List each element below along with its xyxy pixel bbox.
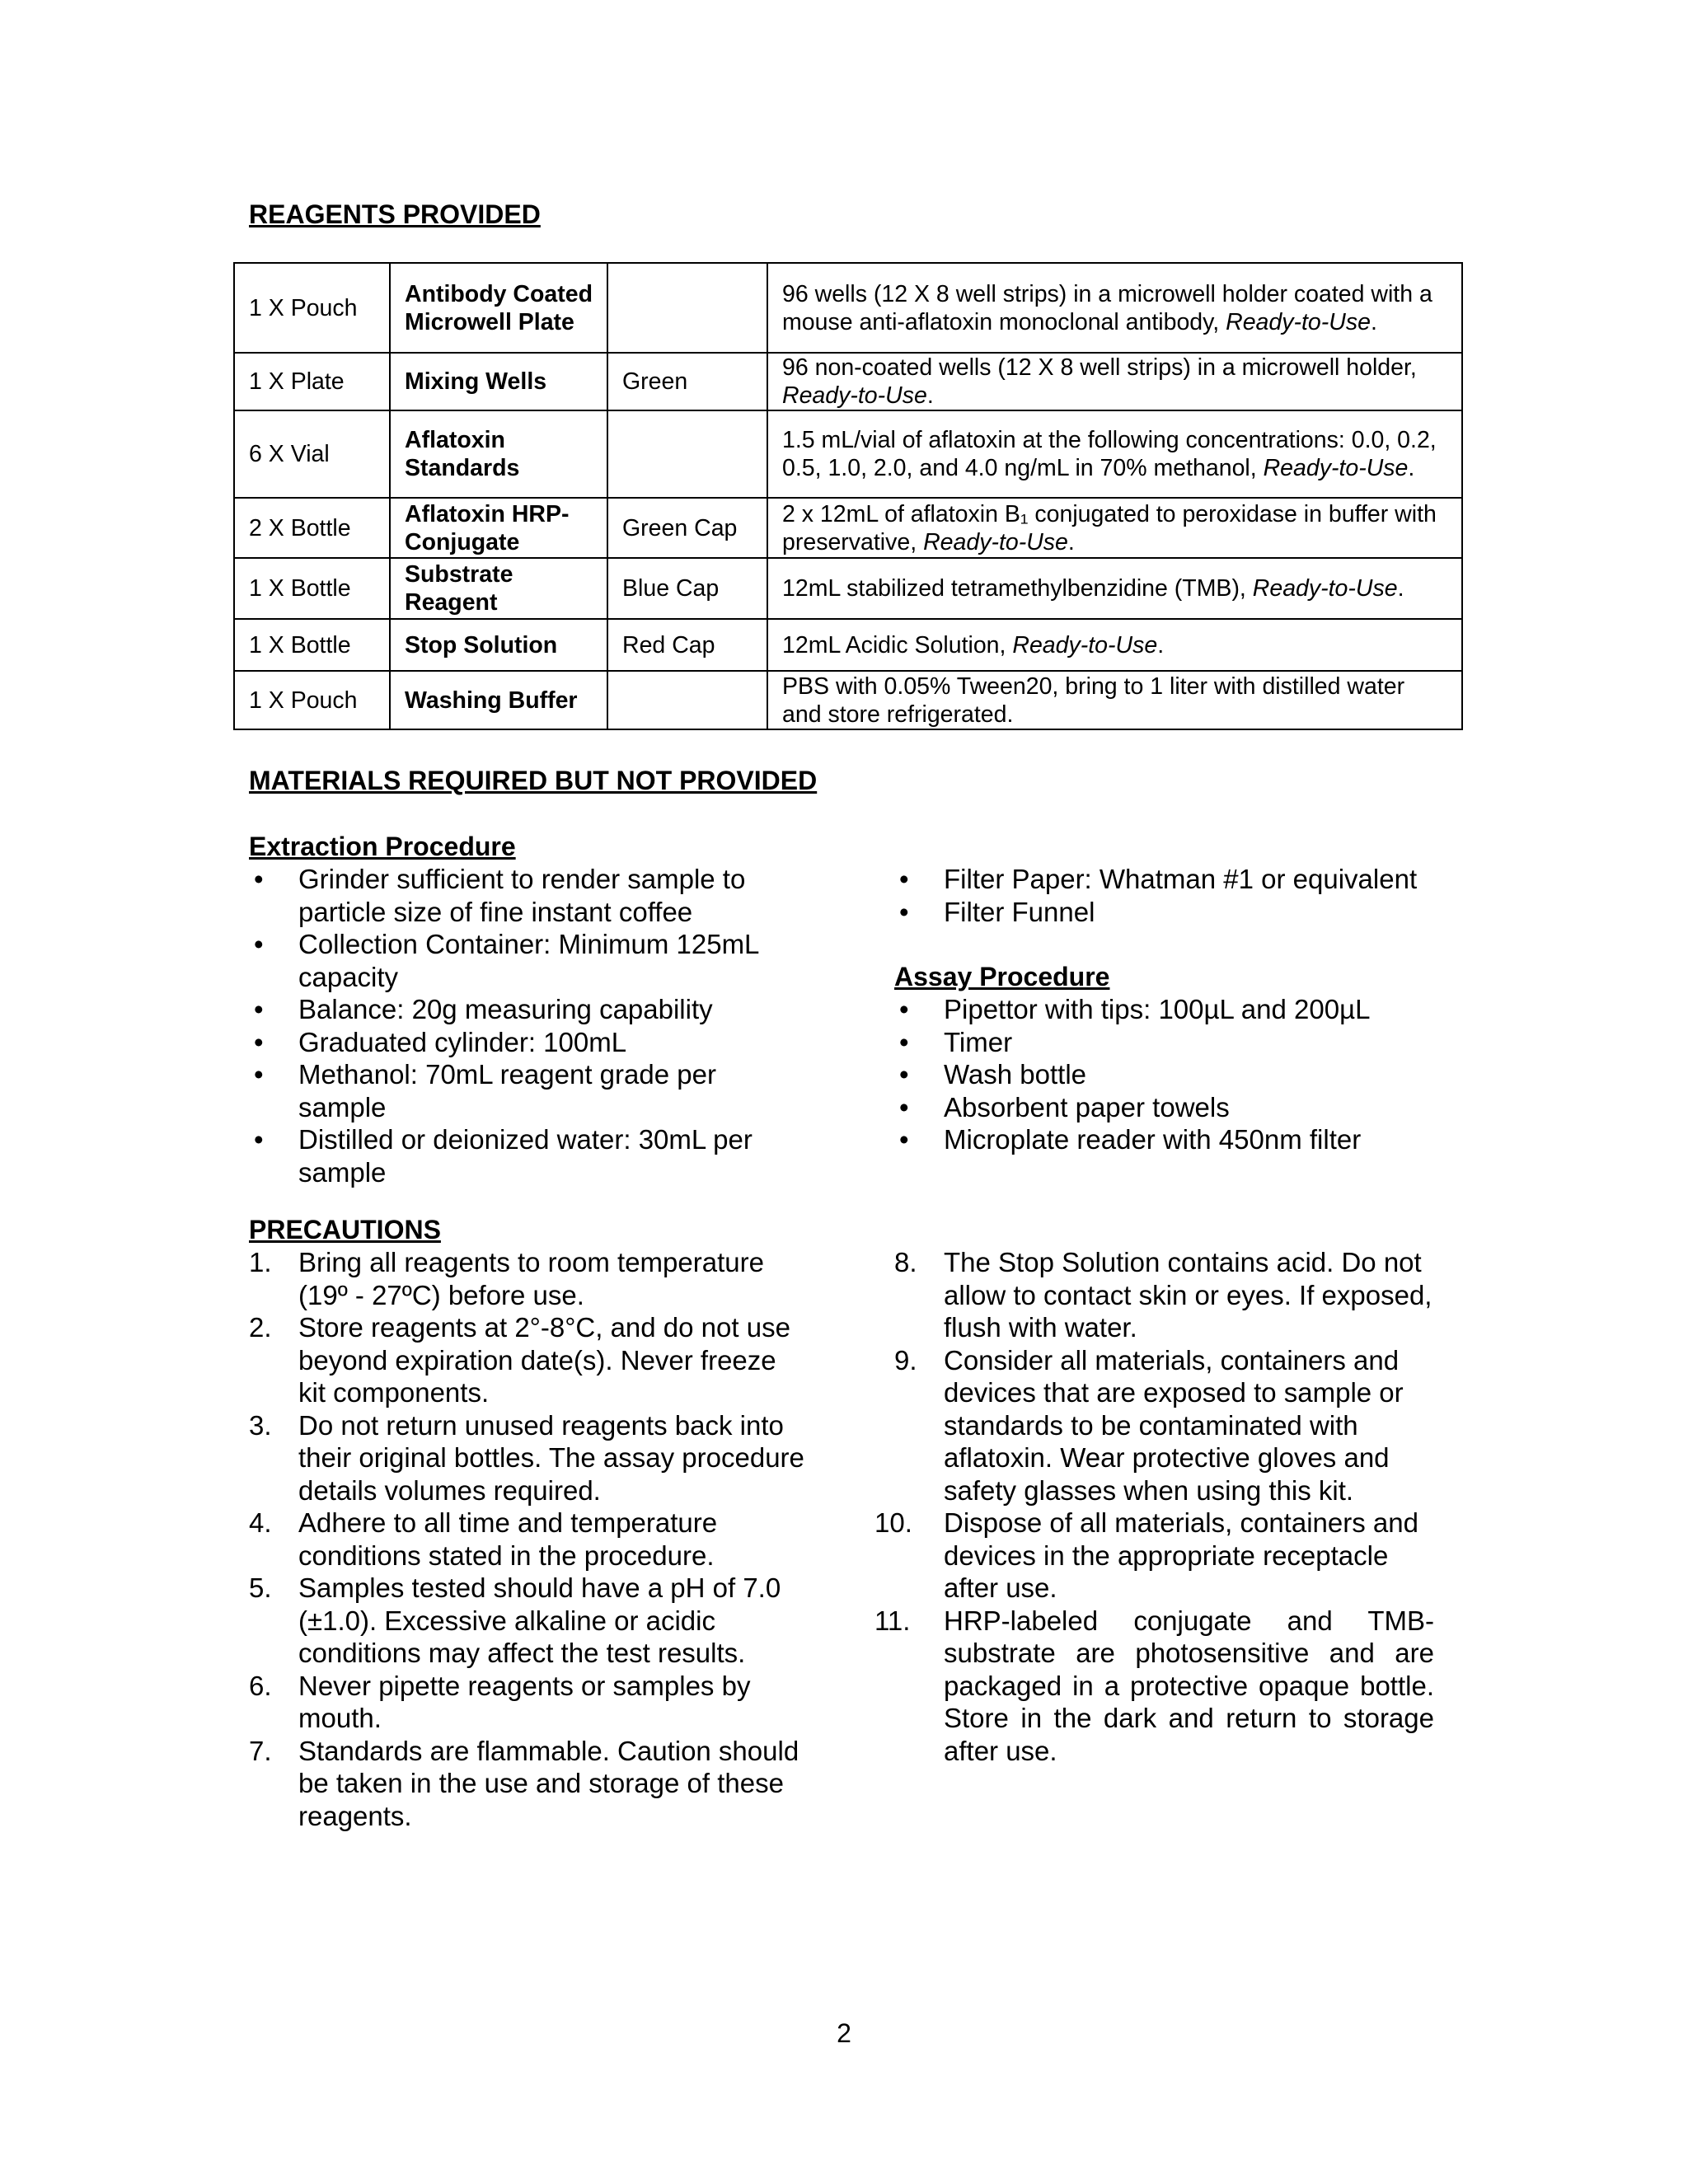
list-item: • Balance: 20g measuring capability xyxy=(249,993,809,1026)
list-item xyxy=(874,1507,1434,1605)
list-item-text: Do not return unused reagents back into their original bottles. The assay procedure details volumes required. xyxy=(298,1409,804,1506)
table-row xyxy=(234,558,1462,619)
list-item xyxy=(249,1572,809,1670)
description-text-end: . xyxy=(1397,575,1404,602)
list-number: 11. xyxy=(874,1605,911,1636)
qty-cell: 1 X Pouch xyxy=(234,671,390,729)
description-text: 96 wells (12 X 8 well strips) in a microwell holder coated with a mouse anti-aflatoxin monoclonal antibody, xyxy=(782,280,1432,335)
description-italic: Ready-to-Use xyxy=(1252,575,1398,602)
table-row xyxy=(234,619,1462,671)
description-text: 12mL Acidic Solution, xyxy=(782,631,1013,658)
qty-cell: 1 X Bottle xyxy=(234,619,390,671)
qty-cell: 2 X Bottle xyxy=(234,498,390,558)
description-cell xyxy=(767,558,1462,619)
list-item: • Collection Container: Minimum 125mL capacity xyxy=(249,928,809,993)
description-italic: Ready-to-Use xyxy=(1012,631,1158,658)
list-item xyxy=(249,1735,809,1833)
list-item-text: Store reagents at 2°-8°C, and do not use beyond expiration date(s). Never freeze kit components. xyxy=(298,1312,790,1408)
list-item xyxy=(249,1670,809,1735)
extraction-list-right xyxy=(894,863,1471,928)
list-number: 3. xyxy=(249,1409,272,1441)
description-text-end: . xyxy=(1157,631,1165,658)
list-item: • Wash bottle xyxy=(894,1058,1471,1091)
list-item xyxy=(249,1409,809,1507)
list-item-text: The Stop Solution contains acid. Do not allow to contact skin or eyes. If exposed, flush with water. xyxy=(944,1247,1432,1343)
list-item: • Timer xyxy=(894,1026,1471,1059)
description-italic: Ready-to-Use xyxy=(1263,455,1409,481)
table-row xyxy=(234,410,1462,498)
reagent-name-cell: Aflatoxin HRP-Conjugate xyxy=(390,498,607,558)
color-cell: Green Cap xyxy=(607,498,767,558)
reagents-heading: REAGENTS PROVIDED xyxy=(249,199,541,229)
description-cell xyxy=(767,410,1462,498)
list-item-text: Never pipette reagents or samples by mouth. xyxy=(298,1670,751,1733)
reagent-name-cell: Mixing Wells xyxy=(390,353,607,410)
qty-cell: 1 X Plate xyxy=(234,353,390,410)
reagent-name-cell: Substrate Reagent xyxy=(390,558,607,619)
description-text: PBS with 0.05% Tween20, bring to 1 liter with distilled water and store refrigerated. xyxy=(782,673,1405,728)
list-item: • Microplate reader with 450nm filter xyxy=(894,1123,1471,1156)
list-item xyxy=(874,1605,1434,1768)
list-number: 9. xyxy=(894,1344,917,1376)
description-text: 2 x 12mL of aflatoxin B₁ conjugated to peroxidase in buffer with preservative, xyxy=(782,500,1437,555)
color-cell: Blue Cap xyxy=(607,558,767,619)
list-number: 10. xyxy=(874,1507,912,1538)
list-item-text: Bring all reagents to room temperature (19º - 27ºC) before use. xyxy=(298,1247,764,1310)
list-item-text: Samples tested should have a pH of 7.0 (±1.0). Excessive alkaline or acidic conditions may affect the test results. xyxy=(298,1572,781,1668)
assay-list xyxy=(894,993,1471,1156)
description-italic: Ready-to-Use xyxy=(782,382,927,409)
description-text: 1.5 mL/vial of aflatoxin at the following concentrations: 0.0, 0.2, 0.5, 1.0, 2.0, and 4.0 ng/mL in 70% methanol, xyxy=(782,427,1437,481)
color-cell xyxy=(607,410,767,498)
description-text-end: . xyxy=(1408,455,1415,481)
assay-procedure-heading: Assay Procedure xyxy=(894,962,1110,991)
page-number: 2 xyxy=(837,2018,851,2048)
list-item: • Filter Paper: Whatman #1 or equivalent xyxy=(894,863,1471,896)
reagent-name-cell: Washing Buffer xyxy=(390,671,607,729)
description-cell xyxy=(767,263,1462,353)
description-cell xyxy=(767,498,1462,558)
list-item-text: HRP-labeled conjugate and TMB-substrate are photosensitive and are packaged in a protective opaque bottle. Store in the dark and return to storage after use. xyxy=(944,1605,1434,1766)
list-item-text: Consider all materials, containers and devices that are exposed to sample or standards to be contaminated with aflatoxin. Wear protective gloves and safety glasses when using this kit. xyxy=(944,1344,1404,1506)
reagent-name-cell: Aflatoxin Standards xyxy=(390,410,607,498)
description-text: 96 non-coated wells (12 X 8 well strips) in a microwell holder, xyxy=(782,354,1417,381)
extraction-list-left xyxy=(249,863,809,1188)
list-item: • Methanol: 70mL reagent grade per sample xyxy=(249,1058,809,1123)
list-number: 2. xyxy=(249,1312,272,1343)
qty-cell: 1 X Bottle xyxy=(234,558,390,619)
list-item-text: Dispose of all materials, containers and devices in the appropriate receptacle after use. xyxy=(944,1507,1418,1603)
description-text-end: . xyxy=(1370,308,1377,335)
list-number: 4. xyxy=(249,1507,272,1538)
qty-cell: 6 X Vial xyxy=(234,410,390,498)
reagents-table xyxy=(233,262,1463,730)
color-cell: Green xyxy=(607,353,767,410)
precautions-list-right xyxy=(874,1246,1434,1767)
list-number: 1. xyxy=(249,1247,272,1277)
list-item: • Grinder sufficient to render sample to particle size of fine instant coffee xyxy=(249,863,809,928)
list-item: • Absorbent paper towels xyxy=(894,1091,1471,1124)
table-row xyxy=(234,498,1462,558)
table-row xyxy=(234,671,1462,729)
list-item: • Distilled or deionized water: 30mL per sample xyxy=(249,1123,809,1188)
description-cell xyxy=(767,619,1462,671)
description-italic: Ready-to-Use xyxy=(1226,308,1371,335)
precautions-heading: PRECAUTIONS xyxy=(249,1215,441,1244)
list-number: 8. xyxy=(894,1247,917,1277)
list-number: 6. xyxy=(249,1670,272,1701)
list-item xyxy=(894,1246,1434,1344)
list-item xyxy=(249,1311,809,1409)
description-text: 12mL stabilized tetramethylbenzidine (TMB), xyxy=(782,575,1253,602)
extraction-procedure-heading: Extraction Procedure xyxy=(249,832,516,861)
list-item: • Pipettor with tips: 100µL and 200µL xyxy=(894,993,1471,1026)
list-number: 7. xyxy=(249,1735,272,1766)
description-text-end: . xyxy=(1067,528,1075,555)
color-cell: Red Cap xyxy=(607,619,767,671)
table-row xyxy=(234,353,1462,410)
description-text-end: . xyxy=(926,382,934,409)
list-item xyxy=(894,1344,1434,1507)
list-number: 5. xyxy=(249,1572,272,1603)
list-item xyxy=(249,1246,809,1311)
color-cell xyxy=(607,263,767,353)
reagent-name-cell: Antibody Coated Microwell Plate xyxy=(390,263,607,353)
description-cell xyxy=(767,671,1462,729)
list-item xyxy=(249,1507,809,1572)
list-item-text: Standards are flammable. Caution should be taken in the use and storage of these reagents. xyxy=(298,1735,799,1831)
list-item: • Graduated cylinder: 100mL xyxy=(249,1026,809,1059)
reagent-name-cell: Stop Solution xyxy=(390,619,607,671)
qty-cell: 1 X Pouch xyxy=(234,263,390,353)
description-italic: Ready-to-Use xyxy=(923,528,1068,555)
color-cell xyxy=(607,671,767,729)
list-item: • Filter Funnel xyxy=(894,896,1471,929)
materials-heading: MATERIALS REQUIRED BUT NOT PROVIDED xyxy=(249,766,818,795)
description-cell xyxy=(767,353,1462,410)
list-item-text: Adhere to all time and temperature conditions stated in the procedure. xyxy=(298,1507,718,1571)
table-row xyxy=(234,263,1462,353)
precautions-list-left xyxy=(249,1246,809,1832)
